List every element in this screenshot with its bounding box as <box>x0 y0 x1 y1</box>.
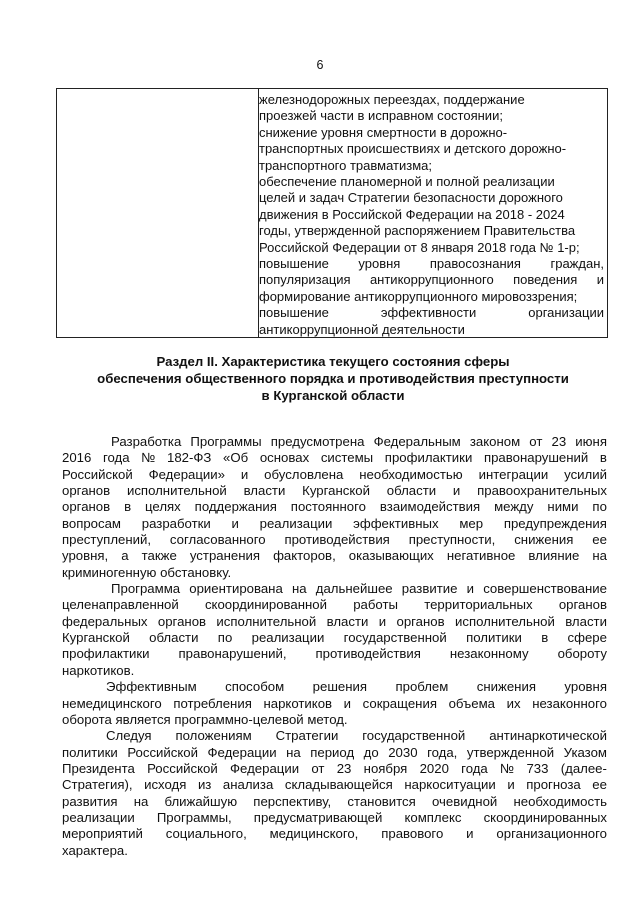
word: обусловлена <box>264 466 344 482</box>
word: вопросам <box>62 515 121 531</box>
word: антинаркотической <box>489 728 607 744</box>
paragraph-line <box>62 434 607 450</box>
page-number: 6 <box>316 58 324 72</box>
word: основах <box>259 450 310 466</box>
word: по <box>592 499 607 515</box>
word: «Об <box>223 450 249 466</box>
word: Российской <box>147 760 218 776</box>
paragraph-line <box>62 761 607 777</box>
word: решения <box>312 679 368 695</box>
paragraph-line <box>62 745 607 761</box>
paragraph <box>62 434 607 581</box>
paragraph-line <box>62 630 607 646</box>
word: скоординированной <box>204 597 328 613</box>
word: власти <box>565 613 607 629</box>
word: и <box>378 613 387 629</box>
paragraph <box>62 728 607 859</box>
word: 182-ФЗ <box>167 450 212 466</box>
word: из <box>197 777 212 793</box>
word: Курганской <box>302 483 370 499</box>
word: влияние <box>528 548 580 564</box>
word: в <box>124 499 132 515</box>
word: развитие <box>401 581 458 597</box>
word: мероприятий <box>62 826 143 842</box>
word: комплекс <box>404 809 462 825</box>
word: сфере <box>567 630 607 646</box>
paragraph-line <box>62 777 607 793</box>
paragraph <box>62 679 607 728</box>
word: организационного <box>496 826 607 842</box>
word: повышение <box>259 256 329 272</box>
word: до <box>363 744 379 760</box>
word: Федеральным <box>373 434 461 449</box>
paragraph-line <box>62 826 607 842</box>
word: факторов, <box>273 548 336 564</box>
table-text-line <box>259 272 604 288</box>
paragraph-line <box>62 614 607 630</box>
word: также <box>141 548 177 564</box>
section-heading <box>60 353 606 404</box>
word: 2020 <box>419 760 449 776</box>
table-text-line: антикоррупционной деятельности <box>259 321 465 337</box>
word: организации <box>528 305 604 321</box>
word: и <box>596 272 604 288</box>
word: Программа <box>111 581 181 597</box>
table-text-line <box>259 305 604 321</box>
word: правонарушений <box>483 450 589 466</box>
word: июня <box>575 434 607 449</box>
word: органов <box>62 499 111 515</box>
word: 23 <box>336 760 352 776</box>
paragraph-line <box>62 467 607 483</box>
word: складывающейся <box>284 777 393 793</box>
word: органов <box>558 597 607 613</box>
table-text-line: Российской Федерации от 8 января 2018 года № 1-р; <box>259 239 580 255</box>
word: эффективности <box>380 305 477 321</box>
table-text-line: транспортных происшествиях и детского дорожно- <box>259 141 567 157</box>
word: снижения <box>476 679 536 695</box>
word: федеральных <box>62 613 148 629</box>
word: Стратегия), <box>62 777 133 793</box>
table-text-line: обеспечение планомерной и полной реализации <box>259 174 555 190</box>
paragraph-line: криминогенную обстановку. <box>62 564 232 580</box>
table-text-line: годы, утвержденной распоряжением Правительства <box>259 223 576 239</box>
word: между <box>494 499 534 515</box>
table-text-line: снижение уровня смертности в дорожно- <box>259 124 508 140</box>
word: поддержания <box>194 499 277 515</box>
word: Программы, <box>156 809 232 825</box>
word: Разработка <box>111 434 182 449</box>
word: на <box>133 793 149 809</box>
word: незаконного <box>532 695 607 711</box>
word: профилактики <box>384 450 473 466</box>
word: уровня, <box>62 548 109 564</box>
word: власти <box>243 483 286 499</box>
word: Стратегии <box>275 728 339 744</box>
word: ближайшую <box>164 793 238 809</box>
word: года <box>461 760 488 776</box>
paragraph-line: оборота является программно-целевой метод. <box>62 711 348 727</box>
word: сокращения <box>362 695 437 711</box>
word: и <box>507 777 515 793</box>
section-body <box>62 434 607 859</box>
word: Президента <box>62 760 135 776</box>
word: оказывающих <box>348 548 434 564</box>
table-text-line: движения в Российской Федерации на 2018 - 2024 <box>259 206 565 222</box>
paragraph-line: наркотиков. <box>62 662 135 678</box>
word: на <box>286 744 301 760</box>
word: Федерации <box>207 744 277 760</box>
word: исходя <box>144 777 187 793</box>
word: исполнительной <box>126 483 227 499</box>
word: 2016 <box>62 450 92 466</box>
word: усилий <box>564 466 607 482</box>
word: № <box>141 450 156 466</box>
word: постоянного <box>290 499 366 515</box>
table-text-line: железнодорожных переездах, поддержание <box>259 92 525 107</box>
word: государственной <box>343 630 447 646</box>
word: правосознания <box>429 256 521 272</box>
word: 733 <box>526 760 549 776</box>
paragraph-line: характера. <box>62 842 128 858</box>
table-text-line: транспортного травматизма; <box>259 157 432 173</box>
word: снижения <box>514 532 574 548</box>
word: антикоррупционного <box>369 272 494 288</box>
paragraph-line <box>62 696 607 712</box>
word: немедицинского <box>62 695 162 711</box>
word: объема <box>448 695 496 711</box>
word: перспективу, <box>253 793 332 809</box>
word: эффективных <box>353 515 439 531</box>
word: медицинского, <box>269 826 359 842</box>
word: правового <box>381 826 444 842</box>
word: необходимость <box>513 793 607 809</box>
word: анализа <box>222 777 274 793</box>
word: Эффективным <box>106 679 197 695</box>
word: по <box>217 630 233 646</box>
word: дальнейшее <box>315 581 393 597</box>
word: преступности, <box>408 532 496 548</box>
word: исполнительной <box>216 613 317 629</box>
word: становится <box>347 793 416 809</box>
paragraph-line <box>62 810 607 826</box>
word: целенаправленной <box>62 597 179 613</box>
word: Следуя <box>106 728 152 744</box>
word: потребления <box>173 695 252 711</box>
paragraph-line <box>62 516 607 532</box>
word: совершенствование <box>483 581 607 597</box>
paragraph-line <box>62 548 607 564</box>
word: Российской <box>62 466 133 482</box>
paragraph-line <box>62 581 607 597</box>
word: ее <box>592 777 607 793</box>
word: Российской <box>127 744 198 760</box>
word: уровня <box>358 256 401 272</box>
section-heading-line-2: обеспечения общественного порядка и противодействия преступности <box>97 371 569 386</box>
word: правоохранительных <box>477 483 607 499</box>
word: государственной <box>362 728 466 744</box>
word: органов <box>396 613 445 629</box>
word: интеграции <box>478 466 549 482</box>
paragraph-line <box>62 679 607 695</box>
word: период <box>310 744 355 760</box>
word: очевидной <box>431 793 498 809</box>
word: правонарушений, <box>178 646 287 662</box>
word: органов <box>157 613 207 629</box>
word: политики <box>62 744 118 760</box>
word: Курганской <box>62 630 130 646</box>
section-heading-line-3: в Курганской области <box>261 388 405 403</box>
word: предусмотрена <box>270 434 365 449</box>
word: и <box>231 515 239 531</box>
word: целях <box>145 499 181 515</box>
word: необходимостью <box>359 466 463 482</box>
word: разработки <box>141 515 211 531</box>
table-text-line: формирование антикоррупционного мировоззрения; <box>259 288 578 304</box>
paragraph-line <box>62 450 607 466</box>
word: и <box>466 581 475 597</box>
word: территориальных <box>424 597 533 613</box>
word: скоординированных <box>483 809 607 825</box>
table-left-cell <box>57 89 259 337</box>
word: в <box>541 630 549 646</box>
word: от <box>311 760 325 776</box>
word: а <box>121 548 129 564</box>
word: противодействия <box>315 646 421 662</box>
paragraph-line <box>62 483 607 499</box>
word: политики <box>466 630 522 646</box>
word: утвержденной <box>466 744 555 760</box>
paragraph-line <box>62 794 607 810</box>
word: Федерации <box>230 760 300 776</box>
word: поведения <box>513 272 578 288</box>
word: и <box>343 695 352 711</box>
word: 2030 <box>388 744 418 760</box>
word: на <box>592 548 607 564</box>
word: года, <box>427 744 458 760</box>
word: законом <box>469 434 521 449</box>
word: прогноза <box>526 777 581 793</box>
word: наркоситуации <box>404 777 496 793</box>
word: мер <box>459 515 484 531</box>
word: положениям <box>175 728 252 744</box>
word: власти <box>326 613 369 629</box>
word: реализации <box>259 515 333 531</box>
word: области <box>386 483 437 499</box>
word: повышение <box>259 305 329 321</box>
word: социального, <box>165 826 247 842</box>
word: реализации <box>251 630 325 646</box>
table-text-line: целей и задач Стратегии безопасности дорожного <box>259 190 563 206</box>
word: преступлений, <box>62 532 152 548</box>
word: ее <box>592 532 607 548</box>
paragraph-line <box>62 499 607 515</box>
word: устранения <box>189 548 261 564</box>
word: ними <box>547 499 579 515</box>
paragraph-line <box>62 728 607 744</box>
word: № <box>500 760 515 776</box>
word: (далее- <box>560 760 607 776</box>
word: незаконному <box>449 646 529 662</box>
word: уровня <box>564 679 607 695</box>
word: проблем <box>395 679 449 695</box>
word: способом <box>225 679 285 695</box>
word: их <box>506 695 521 711</box>
table-text-line <box>259 256 604 272</box>
word: профилактики <box>62 646 150 662</box>
word: предупреждения <box>503 515 607 531</box>
paragraph <box>62 581 607 679</box>
goals-table <box>56 88 608 338</box>
table-right-cell <box>259 92 604 338</box>
word: ноября <box>363 760 408 776</box>
word: Федерации» <box>148 466 225 482</box>
word: системы <box>320 450 374 466</box>
word: и <box>452 483 461 499</box>
word: на <box>291 581 307 597</box>
paragraph-line <box>62 532 607 548</box>
table-text-line: проезжей части в исправном состоянии; <box>259 108 503 124</box>
paragraph-line <box>62 646 607 662</box>
word: в <box>599 450 607 466</box>
word: и <box>466 826 474 842</box>
word: популяризация <box>259 272 351 288</box>
word: работы <box>353 597 398 613</box>
word: согласованного <box>169 532 266 548</box>
word: реализации <box>62 809 135 825</box>
word: ориентирована <box>189 581 283 597</box>
word: развития <box>62 793 118 809</box>
word: наркотиков <box>263 695 333 711</box>
word: органов <box>62 483 111 499</box>
word: обороту <box>557 646 607 662</box>
section-heading-line-1: Раздел II. Характеристика текущего состояния сферы <box>156 354 510 369</box>
word: граждан, <box>550 256 604 272</box>
word: Указом <box>563 744 607 760</box>
paragraph-line <box>62 597 607 613</box>
word: от <box>529 434 543 449</box>
word: противодействия <box>284 532 390 548</box>
word: года <box>102 450 130 466</box>
word: негативное <box>446 548 516 564</box>
word: исполнительной <box>455 613 555 629</box>
word: предусматривающей <box>253 809 383 825</box>
word: взаимодействия <box>379 499 481 515</box>
word: Программы <box>190 434 262 449</box>
word: 23 <box>551 434 567 449</box>
word: и <box>240 466 249 482</box>
word: области <box>149 630 199 646</box>
